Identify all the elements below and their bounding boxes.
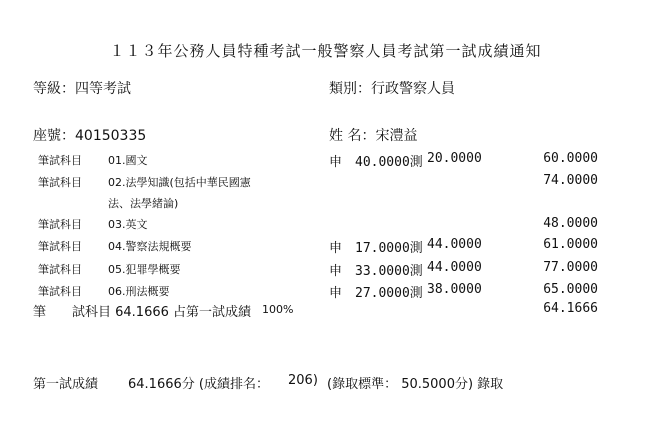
subject-part1: 33.0000測 xyxy=(355,264,423,279)
subject-part1: 17.0000測 xyxy=(355,241,423,256)
subject-part2: 20.0000 xyxy=(427,151,482,166)
subject-label: 筆試科目 xyxy=(38,218,82,231)
subject-shen: 申 xyxy=(329,286,343,301)
subject-shen: 申 xyxy=(329,155,343,170)
subject-score: 48.0000 xyxy=(543,216,598,231)
subject-score: 60.0000 xyxy=(543,151,598,166)
summary-percent: 100% xyxy=(262,303,294,316)
subject-label: 筆試科目 xyxy=(38,240,82,253)
subject-score: 61.0000 xyxy=(543,237,598,252)
subject-name: 01.國文 xyxy=(108,154,148,167)
summary-score: 64.1666 xyxy=(543,301,598,316)
subject-part1: 27.0000測 xyxy=(355,286,423,301)
subject-part2: 44.0000 xyxy=(427,237,482,252)
subject-score: 65.0000 xyxy=(543,282,598,297)
subject-label: 筆試科目 xyxy=(38,154,82,167)
subject-name: 05.犯罪學概要 xyxy=(108,263,181,276)
result-rank: 206) xyxy=(288,373,318,388)
subject-label: 筆試科目 xyxy=(38,263,82,276)
subject-label: 筆試科目 xyxy=(38,176,82,189)
summary-label: 筆 xyxy=(33,305,47,320)
exam-category: 類別：行政警察人員 xyxy=(329,81,455,97)
subject-name-cont: 法、法學緒論) xyxy=(108,197,179,210)
subject-name: 06.刑法概要 xyxy=(108,285,170,298)
subject-part2: 38.0000 xyxy=(427,282,482,297)
notice-title: １１３年公務人員特種考試一般警察人員考試第一試成績通知 xyxy=(109,42,542,60)
subject-part1: 40.0000測 xyxy=(355,155,423,170)
result-standard: (錄取標準： 50.5000分) 錄取 xyxy=(327,377,504,392)
subject-name: 02.法學知識(包括中華民國憲 xyxy=(108,176,251,189)
subject-name: 04.警察法規概要 xyxy=(108,240,192,253)
subject-name: 03.英文 xyxy=(108,218,148,231)
summary-text: 試科目 64.1666 占第一試成績 xyxy=(72,305,252,320)
subject-score: 74.0000 xyxy=(543,173,598,188)
exam-grade: 等級：四等考試 xyxy=(33,81,131,97)
subject-score: 77.0000 xyxy=(543,260,598,275)
subject-shen: 申 xyxy=(329,264,343,279)
result-score: 64.1666分 (成績排名： xyxy=(128,377,269,392)
subject-label: 筆試科目 xyxy=(38,285,82,298)
seat-number: 座號：40150335 xyxy=(33,128,147,144)
subject-shen: 申 xyxy=(329,241,343,256)
candidate-name: 姓 名：宋澧益 xyxy=(329,128,418,144)
result-label: 第一試成績 xyxy=(33,377,99,392)
subject-part2: 44.0000 xyxy=(427,260,482,275)
